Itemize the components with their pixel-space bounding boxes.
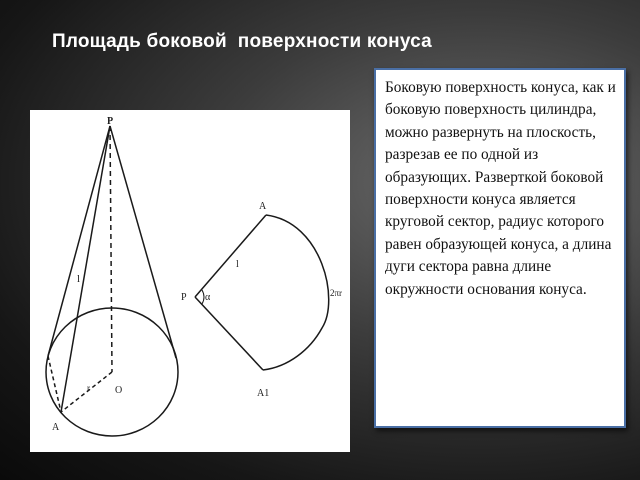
sector-radius-label: l (236, 259, 239, 270)
sector-point-a1-label: A1 (257, 388, 270, 399)
cone-right-generatrix (110, 126, 176, 358)
sector-angle-label: α (205, 292, 211, 303)
cone-slant-label: l (77, 273, 81, 285)
sector-radius-top (195, 215, 266, 297)
cone-radius-label: r (87, 383, 90, 393)
cone-drawing (46, 126, 178, 436)
description-box (374, 68, 626, 428)
sector-radius-bottom (195, 297, 263, 370)
sector-arc (263, 215, 329, 370)
cone-left-generatrix (48, 126, 110, 356)
sector-apex-label: P (181, 292, 187, 303)
sector-angle-arc (202, 290, 204, 304)
cone-height (110, 126, 112, 372)
sector-arc-label: 2πr (330, 288, 343, 298)
cone-apex-label: P (107, 116, 114, 127)
cone-and-sector-diagram (30, 110, 350, 452)
cone-point-label: A (52, 422, 60, 433)
sector-drawing (195, 215, 329, 370)
slide-title: Площадь боковой поверхности конуса (52, 31, 432, 52)
cone-cut-generatrix (61, 126, 110, 412)
cone-center-label: O (115, 385, 123, 396)
figure-panel (30, 110, 350, 452)
sector-point-a-label: A (259, 201, 267, 212)
description-text: Боковую поверхность конуса, как и боковую поверхность цилиндра, можно развернуть на плоскость, разрезав ее по одной из образующих. Разверткой боковой поверхности конуса является круговой сектор, радиус которого равен образующей конуса, а длина дуги сектора равна длине окружности основания конуса. (385, 79, 616, 298)
